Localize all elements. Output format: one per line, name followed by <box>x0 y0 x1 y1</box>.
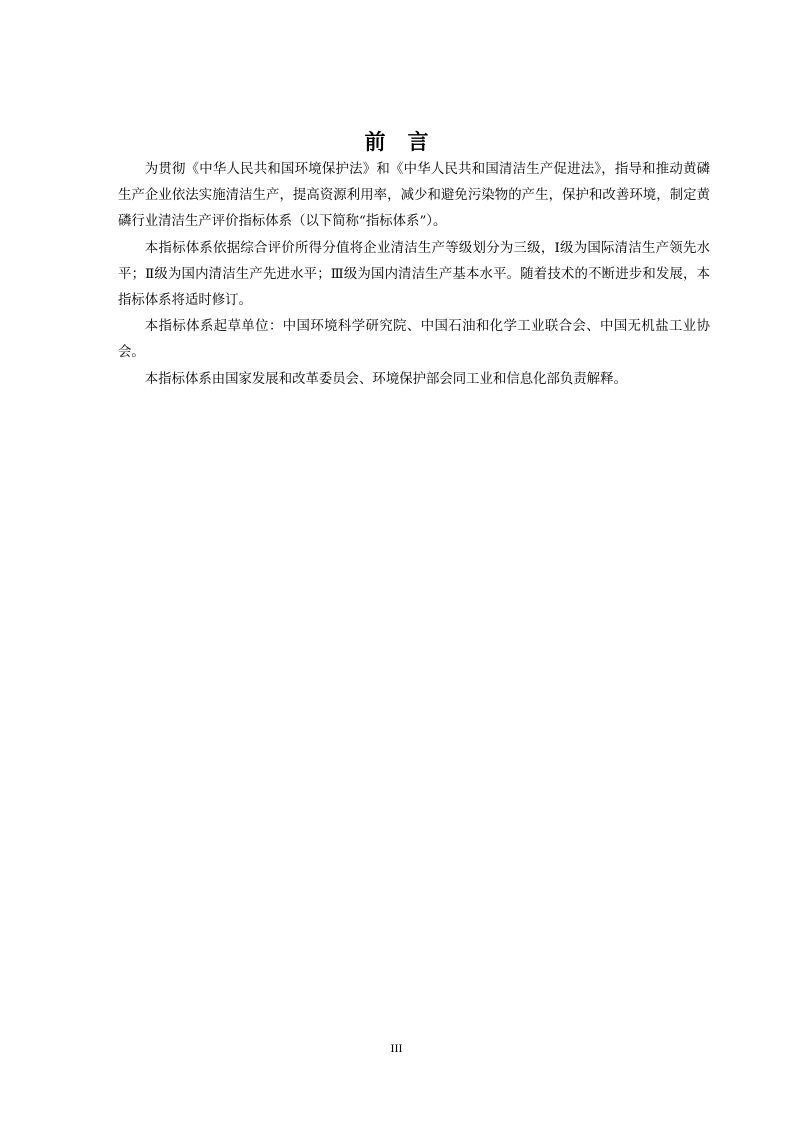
page-title: 前言 <box>364 130 451 155</box>
preface-body <box>118 157 710 393</box>
paragraph-purpose: 为贯彻《中华人民共和国环境保护法》和《中华人民共和国清洁生产促进法》，指导和推动黄磷生产企业依法实施清洁生产，提高资源利用率，减少和避免污染物的产生，保护和改善环境，制定黄磷行业清洁生产评价指标体系（以下简称“指标体系”）。 <box>118 162 710 230</box>
paragraph-interpretation: 本指标体系由国家发展和改革委员会、环境保护部会同工业和信息化部负责解释。 <box>144 371 627 387</box>
page-number: III <box>390 1041 403 1055</box>
paragraph-drafting-units: 本指标体系起草单位：中国环境科学研究院、中国石油和化学工业联合会、中国无机盐工业协会。 <box>118 319 710 361</box>
paragraph-grading-levels: 本指标体系依据综合评价所得分值将企业清洁生产等级划分为三级，Ⅰ级为国际清洁生产领先水平；Ⅱ级为国内清洁生产先进水平；Ⅲ级为国内清洁生产基本水平。随着技术的不断进步和发展，本指标体系将适时修订。 <box>118 240 710 309</box>
